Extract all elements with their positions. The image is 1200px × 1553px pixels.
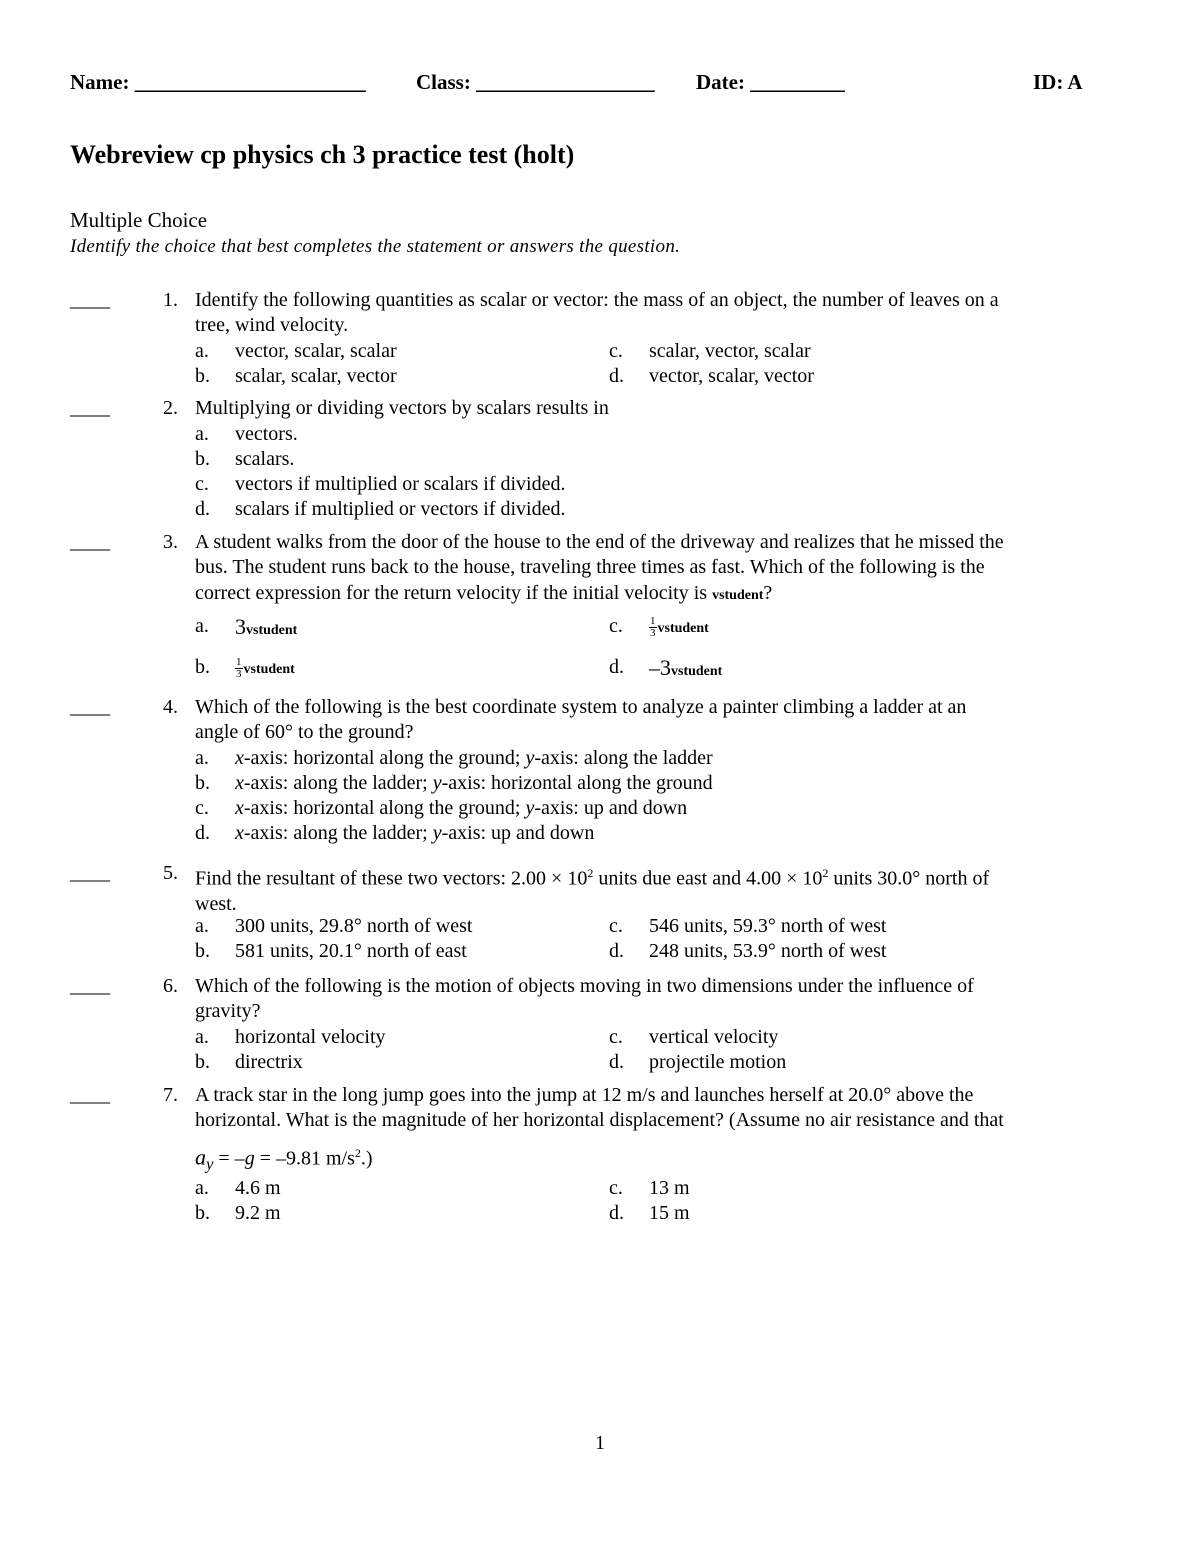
axis-label: y	[432, 772, 442, 794]
instructions: Identify the choice that best completes the statement or answers the question.	[70, 236, 681, 257]
equation-variable: g	[244, 1147, 255, 1170]
option-text: vectors if multiplied or scalars if divided.	[235, 473, 566, 495]
answer-blank: ____	[70, 397, 110, 419]
stem-line: bus. The student runs back to the house, traveling three times as fast. Which of the following is the	[195, 556, 985, 579]
section-heading: Multiple Choice	[70, 208, 208, 232]
page-title: Webreview cp physics ch 3 practice test (holt)	[70, 140, 575, 169]
question-number: 2.	[163, 397, 178, 419]
axis-label: x	[235, 747, 244, 769]
id-label: ID: A	[1033, 70, 1083, 94]
stem-line: Identify the following quantities as scalar or vector: the mass of an object, the number of leaves on a	[195, 289, 999, 311]
option-text: vertical velocity	[649, 1026, 779, 1048]
option-text: vector, scalar, scalar	[235, 340, 397, 362]
exponent: 2	[587, 866, 594, 880]
equation-variable: a	[195, 1144, 206, 1170]
stem-line: A track star in the long jump goes into the jump at 12 m/s and launches herself at 20.0° above the	[195, 1084, 974, 1106]
option-letter: d.	[195, 498, 210, 520]
stem-line: A student walks from the door of the house to the end of the driveway and realizes that he missed the	[195, 531, 1004, 553]
axis-label: y	[525, 747, 535, 769]
stem-line: Which of the following is the motion of objects moving in two dimensions under the influence of	[195, 975, 974, 997]
option-letter: d.	[609, 656, 624, 678]
option-letter: c.	[609, 915, 623, 937]
option-text: scalar, vector, scalar	[649, 340, 811, 362]
option-letter: a.	[195, 1026, 209, 1048]
stem-line: angle of 60° to the ground?	[195, 721, 414, 744]
option-text: 15 m	[649, 1202, 690, 1224]
option-text: 13 m	[649, 1177, 690, 1199]
coefficient: –3	[649, 655, 671, 680]
option-letter: d.	[609, 365, 624, 387]
velocity-variable: vstudent	[671, 664, 723, 679]
axis-label: y	[432, 822, 442, 844]
coefficient: 3	[235, 614, 246, 639]
option-letter: d.	[609, 1051, 624, 1073]
fraction-denominator: 3	[236, 667, 242, 680]
equation-text: .)	[360, 1147, 373, 1170]
option-letter: a.	[195, 1177, 209, 1199]
equation-text: = –9.81 m/s	[254, 1147, 355, 1170]
stem-line: tree, wind velocity.	[195, 314, 349, 337]
question-number: 6.	[163, 975, 178, 997]
date-field-label: Date: _________	[696, 70, 845, 94]
option-letter: b.	[195, 1202, 210, 1224]
question-stem	[195, 1083, 1135, 1177]
option-letter: b.	[195, 1051, 210, 1073]
option-letter: c.	[609, 1177, 623, 1199]
answer-blank: ____	[70, 696, 110, 718]
option-letter: a.	[195, 423, 209, 445]
option-letter: a.	[195, 615, 209, 637]
option-letter: c.	[609, 1026, 623, 1048]
stem-line: Multiplying or dividing vectors by scalars results in	[195, 397, 609, 419]
option-text: directrix	[235, 1051, 303, 1073]
answer-blank: ____	[70, 975, 110, 997]
option-letter: a.	[195, 747, 209, 769]
option-letter: d.	[609, 1202, 624, 1224]
option-letter: d.	[609, 940, 624, 962]
stem-line: west.	[195, 893, 237, 916]
question-stem	[195, 974, 1135, 1025]
fraction	[649, 616, 657, 639]
option-letter: d.	[195, 822, 210, 844]
stem-text: correct expression for the return velocity if the initial velocity is	[195, 581, 708, 604]
velocity-variable: vstudent	[246, 623, 298, 638]
option-text: 9.2 m	[235, 1202, 281, 1224]
option-letter: a.	[195, 915, 209, 937]
option-letter: b.	[195, 656, 210, 678]
option-text: horizontal velocity	[235, 1026, 386, 1048]
option-text: -axis: horizontal along the ground;	[243, 747, 526, 769]
stem-text: units 30.0° north of	[828, 867, 990, 890]
stem-text: ?	[763, 581, 773, 604]
option-letter: c.	[609, 615, 623, 637]
option-text: vector, scalar, vector	[649, 365, 814, 387]
stem-text: units due east and 4.00 × 10	[593, 867, 823, 890]
answer-blank: ____	[70, 289, 110, 311]
option-letter: b.	[195, 772, 210, 794]
class-field-label: Class: _________________	[416, 70, 655, 94]
question-number: 3.	[163, 531, 178, 553]
stem-line	[195, 861, 1135, 892]
question-number: 5.	[163, 862, 178, 884]
option-letter: b.	[195, 940, 210, 962]
question-stem	[195, 861, 1135, 917]
stem-line: horizontal. What is the magnitude of her horizontal displacement? (Assume no air resistance and that	[195, 1109, 1004, 1132]
equation-text: = –	[213, 1147, 245, 1170]
page-number: 1	[595, 1432, 605, 1454]
option-text: scalar, scalar, vector	[235, 365, 397, 387]
option-text: -axis: up and down	[441, 822, 595, 844]
option-text: -axis: along the ladder	[534, 747, 713, 769]
option-letter: b.	[195, 448, 210, 470]
option-text: -axis: along the ladder;	[243, 772, 433, 794]
option-text: -axis: horizontal along the ground;	[243, 797, 526, 819]
stem-text: Find the resultant of these two vectors: 2.00 × 10	[195, 867, 588, 890]
option-text: 4.6 m	[235, 1177, 281, 1199]
fraction-numerator: 1	[236, 655, 242, 668]
velocity-variable: vstudent	[712, 587, 764, 603]
axis-label: y	[525, 797, 535, 819]
question-number: 1.	[163, 289, 178, 311]
option-text: projectile motion	[649, 1051, 787, 1073]
axis-label: x	[235, 772, 244, 794]
question-stem	[195, 695, 1135, 746]
option-letter: b.	[195, 365, 210, 387]
option-letter: c.	[195, 473, 209, 495]
equation-subscript: y	[206, 1154, 214, 1174]
option-text: vectors.	[235, 423, 298, 445]
option-text: -axis: up and down	[534, 797, 688, 819]
question-number: 4.	[163, 696, 178, 718]
exponent: 2	[354, 1145, 361, 1160]
option-text: scalars.	[235, 448, 295, 470]
option-text: 300 units, 29.8° north of west	[235, 915, 473, 937]
stem-line: gravity?	[195, 1000, 261, 1023]
option-letter: c.	[609, 340, 623, 362]
velocity-variable: vstudent	[243, 662, 295, 677]
option-letter: c.	[195, 797, 209, 819]
answer-blank: ____	[70, 1084, 110, 1106]
option-text: -axis: along the ladder;	[243, 822, 433, 844]
fraction-numerator: 1	[650, 614, 656, 627]
stem-line	[195, 581, 1135, 608]
question-stem	[195, 530, 1135, 608]
axis-label: x	[235, 797, 244, 819]
option-text: scalars if multiplied or vectors if divided.	[235, 498, 566, 520]
stem-line: Which of the following is the best coordinate system to analyze a painter climbing a ladder at an	[195, 696, 967, 718]
exponent: 2	[822, 866, 829, 880]
name-field-label: Name: ______________________	[70, 70, 366, 94]
fraction-denominator: 3	[650, 626, 656, 639]
axis-label: x	[235, 822, 244, 844]
equation	[195, 1141, 1135, 1177]
answer-blank: ____	[70, 531, 110, 553]
option-text: 581 units, 20.1° north of east	[235, 940, 467, 962]
answer-blank: ____	[70, 862, 110, 884]
option-letter: a.	[195, 340, 209, 362]
option-text: 546 units, 59.3° north of west	[649, 915, 887, 937]
velocity-variable: vstudent	[657, 621, 709, 636]
fraction	[235, 657, 243, 680]
header	[70, 70, 1090, 100]
option-text: -axis: horizontal along the ground	[441, 772, 713, 794]
question-stem	[195, 396, 1135, 421]
question-stem	[195, 288, 1135, 339]
question-number: 7.	[163, 1084, 178, 1106]
option-text: 248 units, 53.9° north of west	[649, 940, 887, 962]
